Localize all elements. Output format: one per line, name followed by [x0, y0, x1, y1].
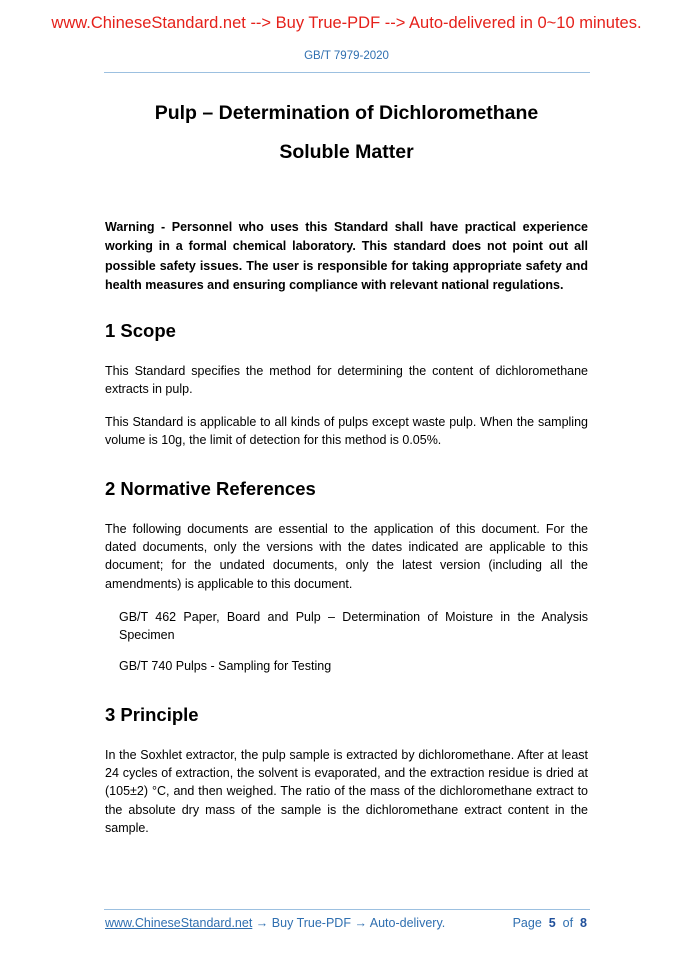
principle-paragraph: In the Soxhlet extractor, the pulp sample is extracted by dichloromethane. After at least 24 cycles of extraction, the solvent is evaporated, and the extraction residue is dried at (105±2) °C, and then weighed. The ratio of the mass of the dichloromethane extract to the absolute dry mass of the sample is the dichloromethane extract content in the sample. — [105, 748, 588, 835]
auto-delivery-text: Auto-delivery. — [369, 916, 446, 930]
page-of: of — [562, 916, 574, 930]
page-label: Page — [512, 916, 542, 930]
footer-promo — [105, 916, 445, 930]
scope-paragraph-1: This Standard specifies the method for determining the content of dichloromethane extracts in pulp. — [105, 364, 588, 397]
reference-item: GB/T 740 Pulps - Sampling for Testing — [119, 659, 332, 673]
standard-code-header: GB/T 7979-2020 — [304, 50, 389, 62]
reference-item: GB/T 462 Paper, Board and Pulp – Determination of Moisture in the Analysis Specimen — [119, 610, 588, 642]
references-intro-paragraph: The following documents are essential to the application of this document. For the dated documents, only the versions with the dates indicated are applicable to this document; for the undated documents, only the latest version (including all the amendments) is applicable to this document. — [105, 522, 588, 591]
arrow-right-icon: → — [255, 916, 269, 930]
page-indicator — [513, 916, 587, 930]
footer-divider — [104, 909, 590, 910]
header-divider — [104, 72, 590, 73]
site-link[interactable]: www.ChineseStandard.net — [105, 916, 253, 930]
buy-text: Buy True-PDF — [271, 916, 351, 930]
arrow-right-icon: → — [354, 916, 367, 930]
page-total: 8 — [580, 916, 587, 930]
promo-banner: www.ChineseStandard.net --> Buy True-PDF --> Auto-delivered in 0~10 minutes. — [51, 14, 642, 32]
safety-warning: Warning - Personnel who uses this Standard shall have practical experience working in a formal chemical laboratory. This standard does not point out all possible safety issues. The user is responsible for taking appropriate safety and health measures and ensuring compliance with relevant national regulations. — [105, 220, 588, 293]
section-heading-principle: 3 Principle — [105, 704, 199, 725]
document-title-line1: Pulp – Determination of Dichloromethane — [154, 102, 539, 124]
document-title-line2: Soluble Matter — [279, 141, 414, 163]
scope-paragraph-2: This Standard is applicable to all kinds of pulps except waste pulp. When the sampling volume is 10g, the limit of detection for this method is 0.05%. — [105, 415, 588, 448]
section-heading-scope: 1 Scope — [105, 320, 176, 341]
page-current: 5 — [548, 916, 556, 930]
section-heading-normative-references: 2 Normative References — [105, 478, 316, 499]
